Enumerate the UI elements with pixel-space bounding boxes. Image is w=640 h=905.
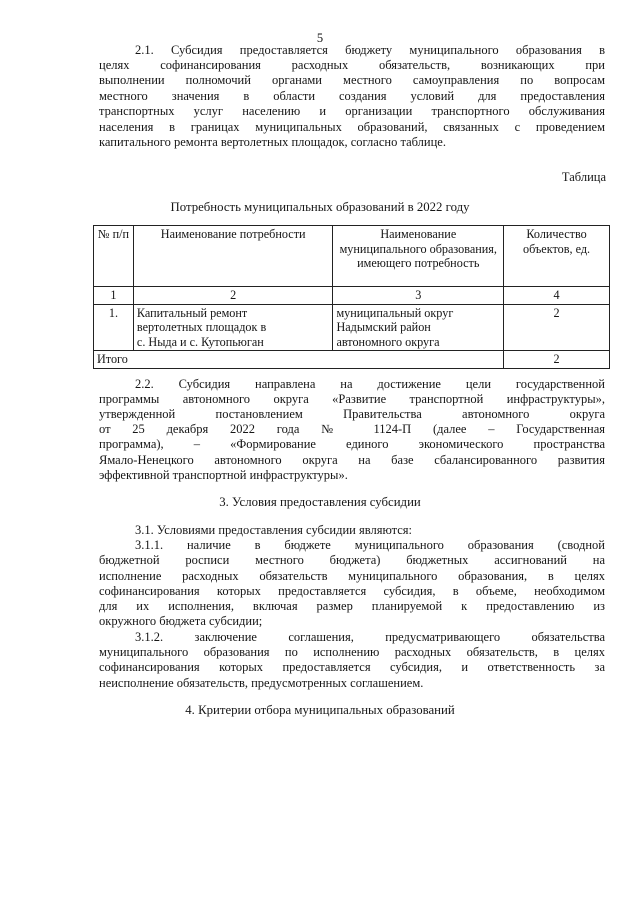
count-cell: 2 <box>504 304 610 351</box>
column-number: 3 <box>333 287 504 305</box>
text-line: населения в границах муниципальных образований, связанных с проведением <box>99 120 605 134</box>
text-line: транспортных услуг населению и организации транспортного обслуживания <box>99 104 605 118</box>
text-line: муниципального образования по исполнению расходных обязательств, в целях <box>99 645 605 659</box>
table-title: Потребность муниципальных образований в 2022 году <box>170 200 470 214</box>
need-line: Капитальный ремонт <box>136 305 248 320</box>
column-number: 2 <box>133 287 333 305</box>
section-3-title: 3. Условия предоставления субсидии <box>219 495 421 509</box>
row-number: 1. <box>94 304 134 351</box>
need-line: вертолетных площадок в <box>136 320 267 335</box>
text-line: программы автономного округа «Развитие транспортной инфраструктуры», <box>99 392 605 406</box>
municipality-cell <box>333 304 504 351</box>
text-line: программа), – «Формирование единого экономического пространства <box>99 437 605 451</box>
text-line: эффективной транспортной инфраструктуры». <box>99 468 348 482</box>
municipality-line: автономного округа <box>336 334 440 349</box>
text-line: капитального ремонта вертолетных площадок, согласно таблице. <box>99 135 446 149</box>
municipality-line: Надымский район <box>336 320 431 335</box>
page-number: 5 <box>316 31 324 45</box>
text-line: выполнении полномочий органами местного самоуправления по вопросам <box>99 73 605 87</box>
text-line: софинансирования которых предоставляется субсидия, и ответственность за <box>99 660 605 674</box>
text-line: 3.1.2. заключение соглашения, предусматривающего обязательства <box>135 630 605 644</box>
text-line: местного значения в области создания условий для предоставления <box>99 89 605 103</box>
table-header-row <box>94 226 610 287</box>
table-total-row <box>94 351 610 369</box>
text-line: софинансирования которых предоставляется субсидия, в объеме, необходимом <box>99 584 605 598</box>
text-line: исполнение расходных обязательств муниципального образования, в целях <box>99 569 605 583</box>
text-line: Ямало-Ненецкого автономного округа на базе сбалансированного развития <box>99 453 605 467</box>
text-line: утвержденной постановлением Правительства автономного округа <box>99 407 605 421</box>
text-line: 2.1. Субсидия предоставляется бюджету муниципального образования в <box>135 43 605 57</box>
text-line: окружного бюджета субсидии; <box>99 614 263 628</box>
column-number: 1 <box>94 287 134 305</box>
municipality-line: муниципальный округ <box>336 305 454 320</box>
table-number-row <box>94 287 610 305</box>
needs-table <box>93 225 610 369</box>
text-line: целях софинансирования расходных обязательств, возникающих при <box>99 58 605 72</box>
table-caption: Таблица <box>561 170 606 184</box>
text-line: от 25 декабря 2022 года № 1124-П (далее – Государственная <box>99 422 605 436</box>
text-line: 2.2. Субсидия направлена на достижение цели государственной <box>135 377 605 391</box>
column-number: 4 <box>504 287 610 305</box>
header-cell: № п/п <box>94 226 134 287</box>
text-line: бюджетной росписи местного бюджета) бюджетных ассигнований на <box>99 553 605 567</box>
text-line: для их исполнения, включая размер планируемой к предоставлению из <box>99 599 605 613</box>
paragraph-3-1: 3.1. Условиями предоставления субсидии являются: <box>135 523 413 537</box>
header-cell: Наименование муниципального образования, имеющего потребность <box>333 226 504 287</box>
text-line: 3.1.1. наличие в бюджете муниципального образования (сводной <box>135 538 605 552</box>
need-cell <box>133 304 333 351</box>
header-cell: Количество объектов, ед. <box>504 226 610 287</box>
text-line: неисполнение обязательств, предусмотренных соглашением. <box>99 676 424 690</box>
total-label: Итого <box>94 351 504 369</box>
table-row <box>94 304 610 351</box>
need-line: с. Ныда и с. Кутопьюган <box>136 334 264 349</box>
section-4-title: 4. Критерии отбора муниципальных образований <box>185 703 455 717</box>
header-cell: Наименование потребности <box>133 226 333 287</box>
total-value: 2 <box>504 351 610 369</box>
